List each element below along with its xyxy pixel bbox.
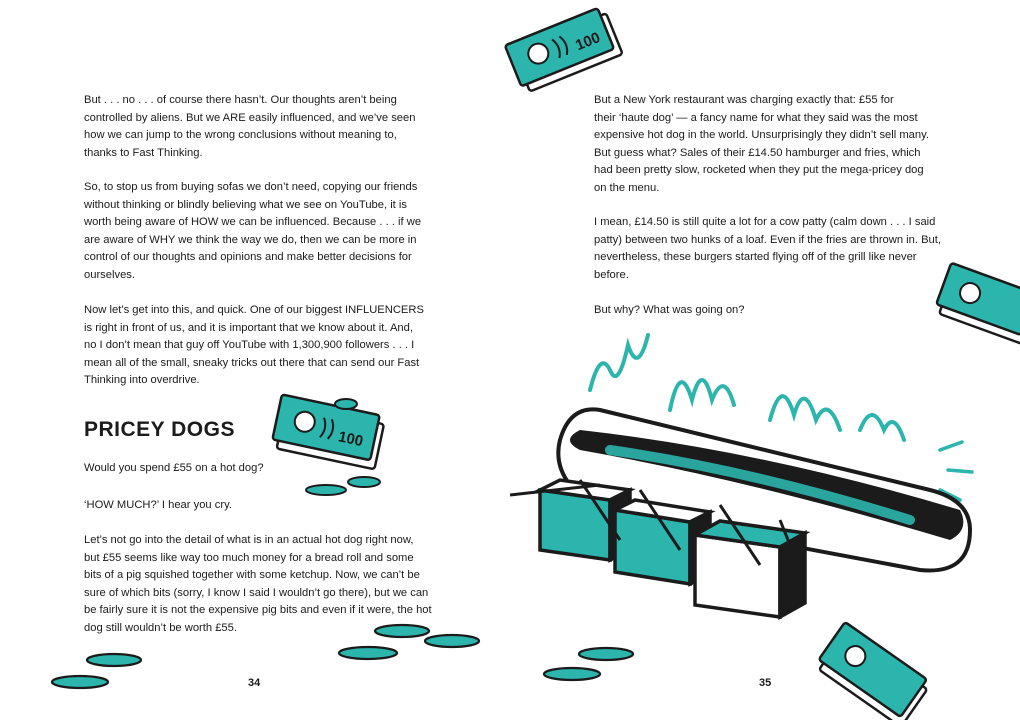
coin-stack-illustration: [48, 648, 148, 698]
section-heading: PRICEY DOGS: [84, 418, 235, 441]
sparkle-scribble: [670, 380, 734, 410]
coin-stack-illustration: [540, 640, 660, 690]
banknote-value: 100: [336, 428, 365, 451]
page-number: 34: [248, 677, 261, 689]
sparkle-scribble: [860, 415, 904, 440]
exclaim-line: ‘HOW MUCH?’ I hear you cry.: [84, 499, 232, 511]
banknote-illustration: [810, 615, 920, 720]
body-paragraph: But why? What was going on?: [594, 304, 745, 316]
sparkle-scribble: [590, 335, 648, 390]
body-paragraph: I mean, £14.50 is still quite a lot for a cow patty (calm down . . . I said patty) between two hunks of a loaf. Even if the fries are thrown in. But, nevertheless, these burgers started flying off of the grill like never before.: [594, 216, 941, 281]
sauce-pot: [695, 521, 805, 617]
question-line: Would you spend £55 on a hot dog?: [84, 462, 264, 474]
body-paragraph: Let’s not go into the detail of what is in an actual hot dog right now, but £55 seems like way too much money for a bread roll and some bits of a pig squished together with some ketchup. Now, we can’t be sure of which bits (sorry, I know I said I wouldn’t go there), but we can be fairly sure it is not the expensive pig bits and even if it were, the hot dog still wouldn’t be worth £55.: [84, 534, 432, 634]
banknote-illustration: [268, 398, 398, 498]
body-paragraph: Now let’s get into this, and quick. One of our biggest INFLUENCERS is right in front of us, and it is important that we know about it. And, no I don’t mean that guy off YouTube with 1,300,900 followers . . . I mean all of the small, sneaky tricks out there that can send our Fast Thinking into overdrive.: [84, 304, 424, 387]
coin-stack-illustration: [334, 617, 484, 667]
hot-dog-illustration: [520, 330, 980, 630]
body-paragraph: But a New York restaurant was charging exactly that: £55 for their ‘haute dog’ — a fancy name for what they said was the most expensive hot dog in the world. Unsurprisingly they didn’t sell many. But guess what? Sales of their £14.50 hamburger and fries, which had been pretty slow, rocketed when they put the mega-pricey dog on the menu.: [594, 94, 929, 194]
banknote-value: 100: [573, 29, 603, 55]
banknote-illustration: [498, 2, 638, 92]
body-paragraph: So, to stop us from buying sofas we don’t need, copying our friends without thinking or blindly believing what we see on YouTube, it is worth being aware of HOW we can be influenced. Because . . . if we are aware of WHY we think the way we do, then we can be more in control of our thoughts and opinions and make better decisions for ourselves.: [84, 181, 422, 281]
sparkle-scribble: [770, 396, 840, 430]
page-number: 35: [759, 677, 772, 689]
sparkle-scribble: [940, 442, 972, 500]
body-paragraph: But . . . no . . . of course there hasn’t. Our thoughts aren’t being controlled by aliens. But we ARE easily influenced, and we’ve seen how we can jump to the wrong conclusions without meaning to, thanks to Fast Thinking.: [84, 94, 416, 159]
